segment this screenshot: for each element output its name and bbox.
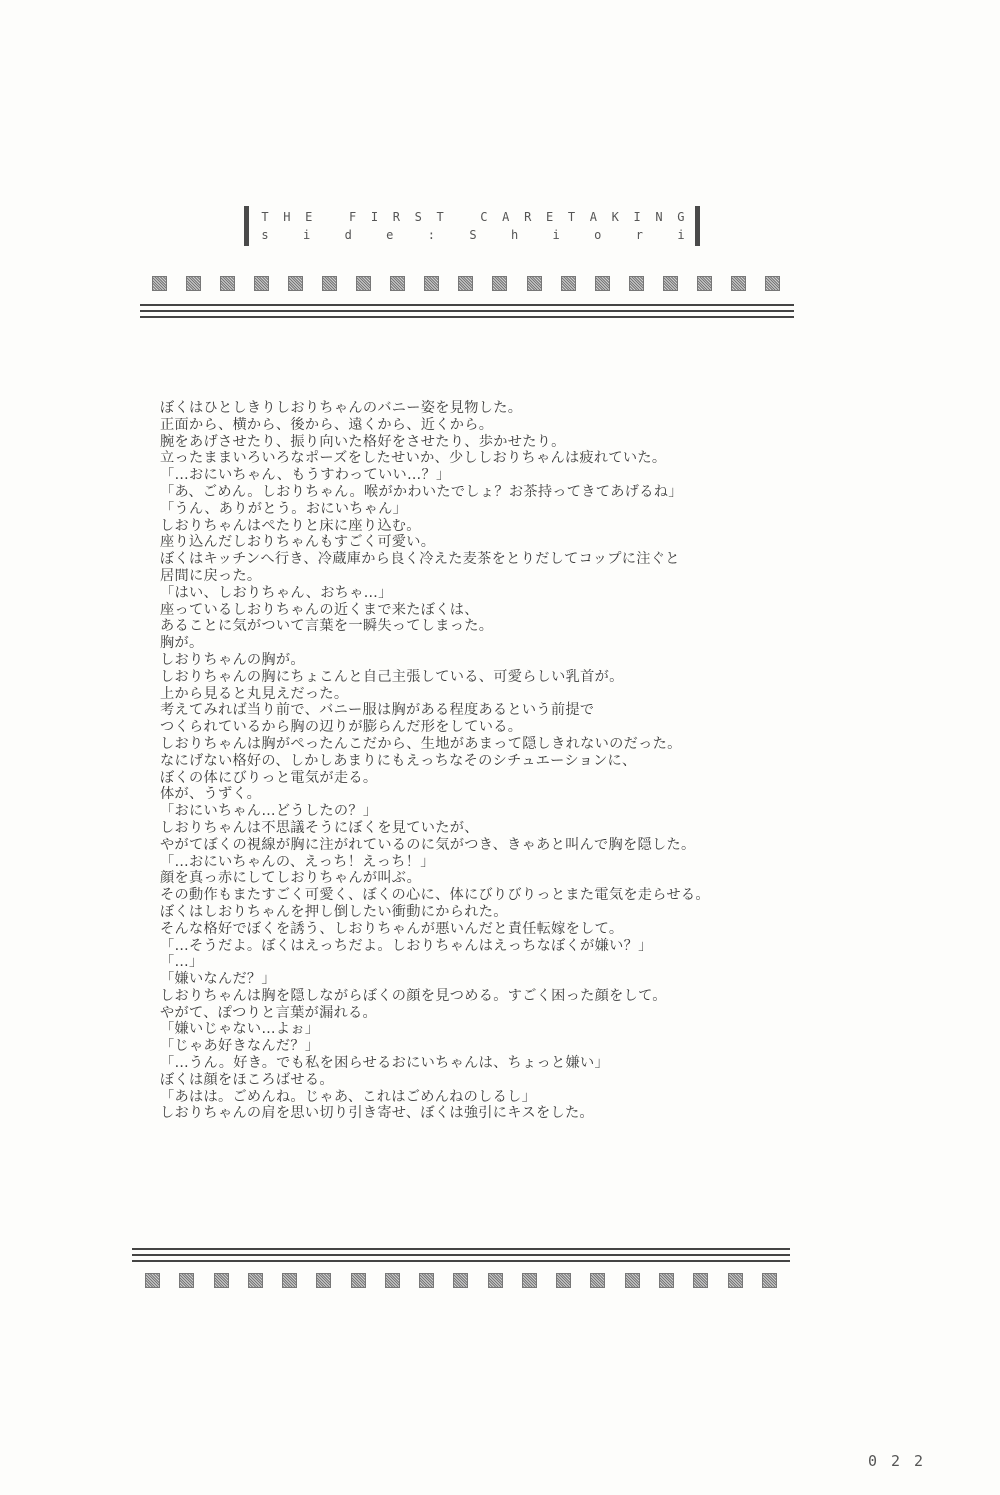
checker-square <box>220 276 235 291</box>
checker-square <box>322 276 337 291</box>
story-line: 「うん、ありがとう。おにいちゃん」 <box>160 500 408 517</box>
checker-square <box>214 1273 229 1288</box>
title-bar-left <box>244 206 249 246</box>
story-line: 座っているしおりちゃんの近くまで来たぼくは、 <box>160 601 479 618</box>
checker-square <box>424 276 439 291</box>
story-line: しおりちゃんの胸が。 <box>160 651 305 668</box>
story-line: つくられているから胸の辺りが膨らんだ形をしている。 <box>160 719 523 736</box>
title-letter: N <box>655 210 663 224</box>
story-line: その動作もまたすごく可愛く、ぼくの心に、体にびりびりっとまた電気を走らせる。 <box>160 887 710 904</box>
checker-square <box>282 1273 297 1288</box>
checker-square <box>179 1273 194 1288</box>
checker-square <box>697 276 712 291</box>
checker-square <box>731 276 746 291</box>
story-line: ぼくは顔をほころばせる。 <box>160 1071 334 1088</box>
checker-square <box>556 1273 571 1288</box>
checker-square <box>186 276 201 291</box>
title-letter: E <box>545 210 554 224</box>
story-line: 「…そうだよ。ぼくはえっちだよ。しおりちゃんはえっちなぼくが嫌い？」 <box>160 937 653 954</box>
rule-line <box>132 1248 790 1250</box>
story-line: 「おにいちゃん…どうしたの？」 <box>160 803 378 820</box>
story-line: 考えてみれば当り前で、バニー服は胸がある程度あるという前提で <box>160 702 595 719</box>
story-line: しおりちゃんは胸がぺったんこだから、生地があまって隠しきれないのだった。 <box>160 735 682 752</box>
story-line: しおりちゃんはぺたりと床に座り込む。 <box>160 517 421 534</box>
story-line: 「…うん。好き。でも私を困らせるおにいちゃんは、ちょっと嫌い」 <box>160 1055 609 1072</box>
story-line: 胸が。 <box>160 635 204 652</box>
checker-square <box>145 1273 160 1288</box>
checker-square <box>316 1273 331 1288</box>
title-letter: C <box>480 210 488 224</box>
story-line: ぼくはキッチンへ行き、冷蔵庫から良く冷えた麦茶をとりだしてコップに注ぐと <box>160 551 680 568</box>
story-line: 「…おにいちゃん、もうすわっていい…？」 <box>160 467 451 484</box>
title-letter: F <box>348 210 357 224</box>
title-letter: d <box>344 228 352 242</box>
story-line: 「あ、ごめん。しおりちゃん。喉がかわいたでしょ？お茶持ってきてあげるね」 <box>160 483 683 500</box>
story-line: 「はい、しおりちゃん、おちゃ…」 <box>160 584 393 601</box>
title-letter: i <box>302 228 311 242</box>
checker-border-bottom <box>145 1273 777 1288</box>
story-line: 「嫌いじゃない…よぉ」 <box>160 1021 320 1038</box>
page-number: 022 <box>868 1452 938 1470</box>
title-letter: R <box>392 210 400 224</box>
story-line: 居間に戻った。 <box>160 567 262 584</box>
checker-square <box>561 276 576 291</box>
title-letter: G <box>677 210 685 224</box>
checker-square <box>419 1273 434 1288</box>
title-letter: T <box>436 210 444 224</box>
title-letter: S <box>469 228 477 242</box>
title-letter: S <box>414 210 422 224</box>
story-line: 上から見ると丸見えだった。 <box>160 685 349 702</box>
checker-square <box>625 1273 640 1288</box>
story-line: 「…おにいちゃんの、えっち！えっち！」 <box>160 853 435 870</box>
title-letter <box>457 210 467 224</box>
title-letter: : <box>427 228 435 242</box>
title-letter: i <box>552 228 560 242</box>
checker-square <box>390 276 405 291</box>
title-letter: I <box>633 210 641 224</box>
title-letter: s <box>261 228 269 242</box>
title-letter: I <box>370 210 379 224</box>
rule-line <box>132 1254 790 1256</box>
story-line: ぼくはしおりちゃんを押し倒したい衝動にかられた。 <box>160 903 508 920</box>
title-letter: K <box>611 210 619 224</box>
story-line: 「…」 <box>160 954 204 971</box>
story-line: 顔を真っ赤にしてしおりちゃんが叫ぶ。 <box>160 870 422 887</box>
checker-square <box>522 1273 537 1288</box>
story-line: しおりちゃんの胸にちょこんと自己主張している、可愛らしい乳首が。 <box>160 668 624 685</box>
title-line-2 <box>260 228 686 242</box>
story-line: やがてぼくの視線が胸に注がれているのに気がつき、きゃあと叫んで胸を隠した。 <box>160 836 696 853</box>
checker-square <box>152 276 167 291</box>
checker-square <box>351 1273 366 1288</box>
story-line: 「じゃあ好きなんだ？」 <box>160 1038 320 1055</box>
title-letter: A <box>589 210 597 224</box>
rule-line <box>140 304 794 306</box>
title-bar-right <box>695 206 700 246</box>
story-line: そんな格好でぼくを誘う、しおりちゃんが悪いんだと責任転嫁をして。 <box>160 920 624 937</box>
checker-square <box>659 1273 674 1288</box>
checker-square <box>492 276 507 291</box>
title-letter: R <box>524 210 532 224</box>
title-letter: T <box>261 210 269 224</box>
story-line: 腕をあげさせたり、振り向いた格好をさせたり、歩かせたり。 <box>160 433 566 450</box>
checker-square <box>663 276 678 291</box>
story-line: やがて、ぽつりと言葉が漏れる。 <box>160 1004 378 1021</box>
title-line-1 <box>260 210 686 224</box>
story-line: ぼくの体にびりっと電気が走る。 <box>160 769 378 786</box>
rule-line <box>140 310 794 312</box>
checker-square <box>385 1273 400 1288</box>
title-letter: A <box>502 210 510 224</box>
checker-square <box>693 1273 708 1288</box>
story-line: なにげない格好の、しかしあまりにもえっちなそのシチュエーションに、 <box>160 752 637 769</box>
checker-square <box>356 276 371 291</box>
title-block <box>244 206 700 246</box>
checker-square <box>453 1273 468 1288</box>
title-letter: E <box>305 210 313 224</box>
title-letter: h <box>510 228 519 242</box>
story-line: 「嫌いなんだ？」 <box>160 971 276 988</box>
checker-square <box>488 1273 503 1288</box>
checker-square <box>527 276 542 291</box>
checker-square <box>765 276 780 291</box>
checker-square <box>728 1273 743 1288</box>
checker-square <box>254 276 269 291</box>
title-letter: H <box>283 210 291 224</box>
story-line: 正面から、横から、後から、遠くから、近くから。 <box>160 416 494 433</box>
rule-line <box>140 316 794 318</box>
story-line: ぼくはひとしきりしおりちゃんのバニー姿を見物した。 <box>160 400 523 416</box>
story-line: しおりちゃんは不思議そうにぼくを見ていたが、 <box>160 819 479 836</box>
title-letter: i <box>677 228 685 242</box>
story-line: しおりちゃんは胸を隠しながらぼくの顔を見つめる。すごく困った顔をして。 <box>160 987 667 1004</box>
checker-square <box>590 1273 605 1288</box>
story-line: あることに気がついて言葉を一瞬失ってしまった。 <box>160 618 494 635</box>
checker-square <box>248 1273 263 1288</box>
checker-square <box>629 276 644 291</box>
title-letter: r <box>635 228 643 242</box>
checker-square <box>458 276 473 291</box>
title-letter: T <box>567 210 576 224</box>
story-text <box>160 400 800 1122</box>
story-line: 「あはは。ごめんね。じゃあ、これはごめんねのしるし」 <box>160 1088 537 1105</box>
checker-square <box>762 1273 777 1288</box>
checker-square <box>288 276 303 291</box>
rule-line <box>132 1260 790 1262</box>
checker-square <box>595 276 610 291</box>
title-letter: e <box>386 228 394 242</box>
story-line: 体が、うずく。 <box>160 786 262 803</box>
story-line: 座り込んだしおりちゃんもすごく可愛い。 <box>160 534 436 551</box>
title-letter: o <box>594 228 602 242</box>
story-line: 立ったままいろいろなポーズをしたせいか、少ししおりちゃんは疲れていた。 <box>160 450 667 467</box>
title-letter <box>326 210 336 224</box>
story-line: しおりちゃんの肩を思い切り引き寄せ、ぼくは強引にキスをした。 <box>160 1105 594 1122</box>
checker-border-top <box>152 276 780 291</box>
